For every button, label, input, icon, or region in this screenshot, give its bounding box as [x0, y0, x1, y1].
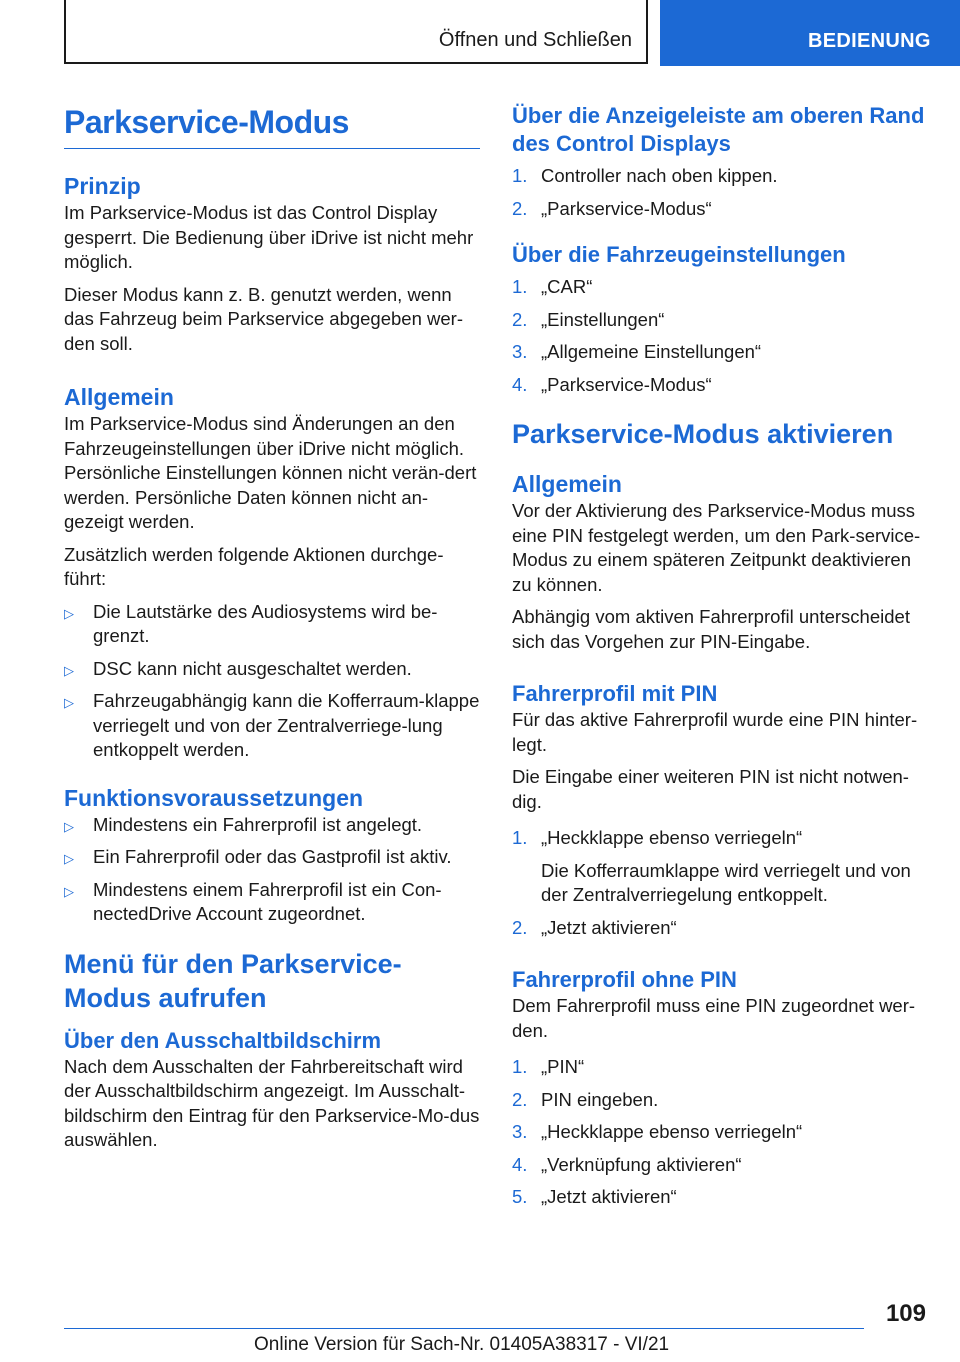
bullet-triangle-icon: ▷ [64, 605, 74, 621]
allgemein-paragraph-1: Im Parkservice-Modus sind Änderungen an den Fahrzeugeinstellungen über iDrive nicht möglich. Persönliche Einstellungen können nicht verän-dert werden. Persönliche Daten können nicht an-gezeigt werden. [64, 413, 477, 532]
list-item: ▷ Fahrzeugabhängig kann die Kofferraum-klappe verriegelt und von der Zentralverriege-lung entkoppelt werden. [64, 690, 480, 760]
heading-fahrzeugeinstellungen: Über die Fahrzeugeinstellungen [512, 242, 846, 267]
title-divider [64, 148, 480, 149]
step-number: 3. [512, 1121, 528, 1142]
right-column [512, 102, 928, 1218]
step-number: 2. [512, 916, 528, 938]
list-item: 2. „Einstellungen“ [512, 308, 928, 333]
aktivieren-paragraph-1: Vor der Aktivierung des Parkservice-Modus muss eine PIN festgelegt werden, um den Park-service-Modus zu einem späteren Zeitpunkt deaktivieren zu können. [512, 500, 921, 595]
list-item: 2. „Jetzt aktivieren“ [512, 916, 928, 941]
heading-prinzip: Prinzip [64, 173, 141, 199]
prinzip-paragraph-2: Dieser Modus kann z. B. genutzt werden, wenn das Fahrzeug beim Parkservice abgegeben wer-den soll. [64, 283, 463, 354]
mit-pin-steps [512, 826, 928, 940]
list-item: 1. „PIN“ [512, 1055, 928, 1080]
bullet-triangle-icon: ▷ [64, 818, 74, 834]
heading-allgemein: Allgemein [64, 384, 174, 410]
list-item: 2. PIN eingeben. [512, 1088, 928, 1113]
aktivieren-paragraph-2: Abhängig vom aktiven Fahrerprofil unterscheidet sich das Vorgehen zur PIN-Eingabe. [512, 606, 910, 652]
heading-aktivieren-allgemein: Allgemein [512, 471, 622, 497]
list-item: ▷ Ein Fahrerprofil oder das Gastprofil ist aktiv. [64, 845, 480, 870]
bullet-triangle-icon: ▷ [64, 851, 74, 866]
anzeige-steps [512, 164, 928, 221]
bullet-triangle-icon: ▷ [64, 695, 74, 710]
header-chapter-box [64, 0, 648, 64]
footer-divider [64, 1328, 864, 1329]
page-title: Parkservice-Modus [64, 104, 349, 140]
allgemein-paragraph-2: Zusätzlich werden folgende Aktionen durchge-führt: [64, 543, 444, 589]
list-item: ▷ Mindestens einem Fahrerprofil ist ein Con-nectedDrive Account zugeordnet. [64, 878, 442, 924]
bullet-triangle-icon: ▷ [64, 662, 74, 678]
heading-ohne-pin: Fahrerprofil ohne PIN [512, 967, 737, 992]
heading-aktivieren: Parkservice-Modus aktivieren [512, 419, 894, 449]
heading-funktionsvoraussetzungen: Funktionsvoraussetzungen [64, 784, 364, 811]
list-item: 4. „Parkservice-Modus“ [512, 373, 928, 398]
fahrzeug-steps [512, 275, 928, 397]
step-number: 1. [512, 165, 528, 186]
menu-paragraph-1: Nach dem Ausschalten der Fahrbereitschaft wird der Ausschaltbildschirm angezeigt. Im Ausschalt-bildschirm den Eintrag für den Parkservice-Mo-dus auswählen. [64, 1055, 480, 1150]
step-number: 5. [512, 1186, 528, 1207]
heading-mit-pin: Fahrerprofil mit PIN [512, 681, 718, 706]
funktion-bullet-list [64, 813, 480, 927]
allgemein-bullet-list [64, 600, 480, 763]
ohne-pin-paragraph-1: Dem Fahrerprofil muss eine PIN zugeordnet wer-den. [512, 995, 916, 1041]
list-item: ▷ DSC kann nicht ausgeschaltet werden. [64, 657, 480, 682]
step-number: 1. [512, 276, 528, 297]
chapter-title: Öffnen und Schließen [438, 29, 632, 51]
list-item: 1. „Heckklappe ebenso verriegeln“ Die Kofferraumklappe wird verriegelt und von der Zentralverriegelung entkoppelt. [512, 826, 928, 908]
heading-anzeigeleiste: Über die Anzeigeleiste am oberen Rand des Control Displays [512, 103, 925, 156]
step-number: 1. [512, 1056, 528, 1077]
heading-menu: Menü für den Parkservice-Modus aufrufen [64, 948, 402, 1013]
step-number: 2. [512, 308, 528, 330]
step-number: 4. [512, 373, 528, 395]
list-item: 1. „CAR“ [512, 275, 928, 300]
step-note: Die Kofferraumklappe wird verriegelt und von der Zentralverriegelung entkoppelt. [541, 859, 911, 905]
list-item: 4. „Verknüpfung aktivieren“ [512, 1153, 928, 1178]
footer-text: Online Version für Sach-Nr. 01405A38317 - VI/21 [254, 1334, 670, 1355]
list-item: 2. „Parkservice-Modus“ [512, 197, 928, 222]
left-column [64, 100, 480, 1161]
list-item: ▷ Mindestens ein Fahrerprofil ist angelegt. [64, 813, 480, 838]
ohne-pin-steps [512, 1055, 928, 1210]
list-item: 1. Controller nach oben kippen. [512, 164, 928, 189]
prinzip-paragraph-1: Im Parkservice-Modus ist das Control Display gesperrt. Die Bedienung über iDrive ist nicht mehr möglich. [64, 202, 474, 272]
step-number: 4. [512, 1153, 528, 1175]
header-section-tab [660, 0, 960, 66]
step-number: 1. [512, 827, 528, 848]
list-item: 3. „Allgemeine Einstellungen“ [512, 340, 928, 365]
step-number: 2. [512, 197, 528, 219]
mit-pin-paragraph-1: Für das aktive Fahrerprofil wurde eine PIN hinter-legt. [512, 709, 918, 755]
mit-pin-paragraph-2: Die Eingabe einer weiteren PIN ist nicht notwen-dig. [512, 766, 909, 812]
section-title: BEDIENUNG [808, 30, 931, 52]
page-number: 109 [885, 1300, 926, 1327]
list-item: ▷ Die Lautstärke des Audiosystems wird be-grenzt. [64, 600, 438, 646]
step-number: 2. [512, 1088, 528, 1110]
step-number: 3. [512, 341, 528, 362]
list-item: 3. „Heckklappe ebenso verriegeln“ [512, 1120, 928, 1145]
list-item: 5. „Jetzt aktivieren“ [512, 1185, 928, 1210]
bullet-triangle-icon: ▷ [64, 883, 74, 899]
heading-ausschaltbildschirm: Über den Ausschaltbildschirm [64, 1027, 382, 1053]
